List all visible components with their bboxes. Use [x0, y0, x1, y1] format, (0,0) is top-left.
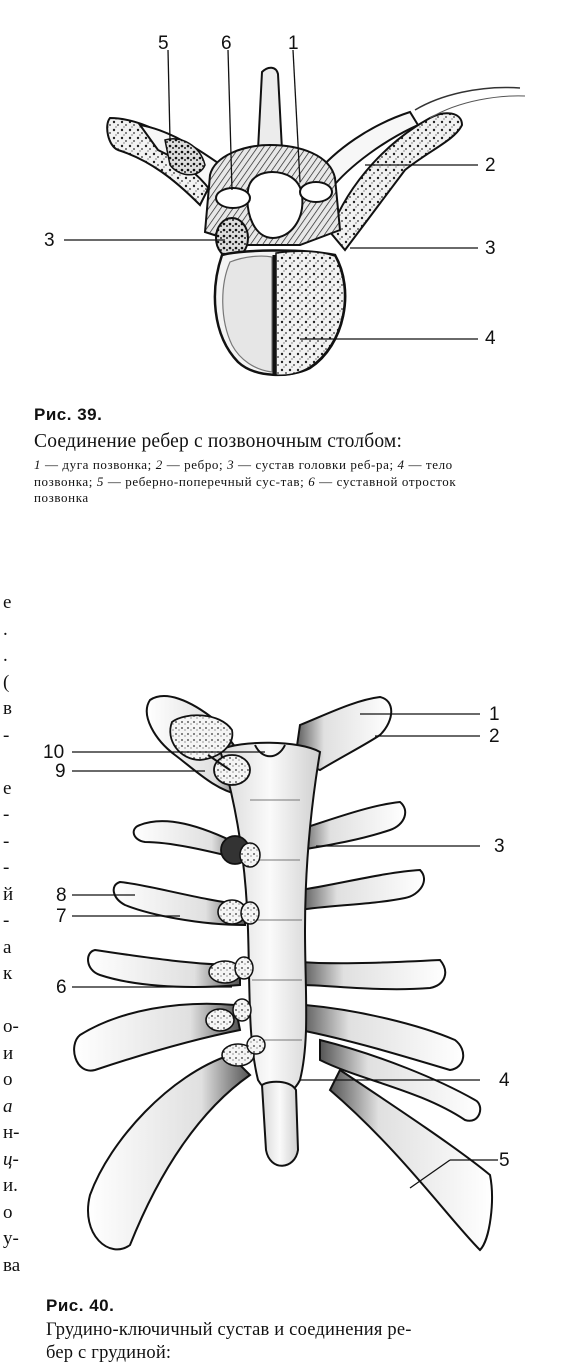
margin-fragment-italic: ц-	[3, 1148, 19, 1170]
fig39-label-4: 4	[485, 328, 496, 349]
figure-39-title: Соединение ребер с позвоночным столбом:	[34, 431, 403, 452]
legend-num: 1	[34, 457, 42, 472]
left-ribs	[74, 821, 250, 1249]
legend-num: 2	[155, 457, 163, 472]
margin-fragment: (	[3, 671, 10, 693]
legend-text: — ребро;	[162, 457, 228, 472]
figure-39-number: Рис. 39.	[34, 405, 103, 424]
figure-40-title-line2: бер с грудиной:	[46, 1343, 172, 1363]
margin-fragment: о	[3, 1201, 13, 1223]
margin-fragment: -	[3, 804, 10, 825]
legend-text: — реберно-поперечный сус-тав;	[103, 473, 309, 489]
fig40-label-10: 10	[43, 742, 65, 763]
margin-fragment: у-	[3, 1228, 19, 1249]
legend-text: — дуга позвонка;	[41, 457, 156, 472]
margin-fragment: -	[3, 910, 10, 931]
fig40-label-5: 5	[499, 1150, 510, 1171]
fig39-label-3-right: 3	[485, 238, 496, 259]
legend-text: — суставной отросток позвонка	[34, 473, 457, 505]
margin-fragment: о	[3, 1069, 13, 1090]
fig39-label-6: 6	[221, 33, 232, 54]
margin-fragment: ва	[3, 1254, 21, 1276]
margin-fragment: и.	[3, 1175, 18, 1196]
articular-disc	[214, 755, 250, 785]
margin-fragment: к	[3, 963, 13, 984]
margin-fragment: й	[3, 883, 14, 905]
fig39-label-3-left: 3	[44, 230, 55, 251]
margin-fragment: -	[3, 724, 10, 746]
margin-fragment: в	[3, 698, 12, 719]
xiphoid-process	[262, 1082, 298, 1166]
margin-fragment: е	[3, 777, 12, 799]
margin-fragment: е	[3, 592, 12, 613]
right-ribs	[298, 802, 492, 1250]
legend-num: 3	[227, 457, 235, 472]
fig40-label-8: 8	[56, 885, 67, 906]
margin-fragment-italic: а	[3, 1095, 13, 1117]
margin-fragment: а	[3, 936, 12, 958]
margin-fragment: -	[3, 830, 10, 852]
legend-text: — тело позвонка;	[34, 457, 453, 489]
figure-40-title-line1: Грудино-ключичный сустав и соединения ре-	[46, 1320, 412, 1340]
fig40-label-9: 9	[55, 761, 66, 782]
fig39-label-2: 2	[485, 155, 496, 176]
fig39-label-5: 5	[158, 33, 169, 54]
figure-40-number: Рис. 40.	[46, 1296, 115, 1315]
margin-fragment: н-	[3, 1122, 20, 1143]
legend-text: — сустав головки реб-ра;	[234, 457, 398, 472]
legend-num: 6	[308, 473, 316, 489]
fig40-label-3: 3	[494, 836, 505, 857]
margin-fragment: и	[3, 1042, 14, 1064]
legend-num: 4	[397, 457, 405, 472]
fig39-label-1: 1	[288, 33, 299, 54]
margin-fragment: о-	[3, 1016, 19, 1037]
fig40-label-1: 1	[489, 704, 500, 725]
fig40-label-2: 2	[489, 726, 500, 747]
costosternal-joint-5	[206, 1009, 234, 1031]
margin-fragment: -	[3, 857, 10, 878]
margin-fragment: .	[3, 618, 8, 640]
fig40-label-4: 4	[499, 1070, 510, 1091]
fig40-label-7: 7	[56, 906, 67, 927]
margin-fragment: .	[3, 645, 8, 666]
fig40-label-6: 6	[56, 977, 67, 998]
legend-num: 5	[96, 473, 104, 489]
